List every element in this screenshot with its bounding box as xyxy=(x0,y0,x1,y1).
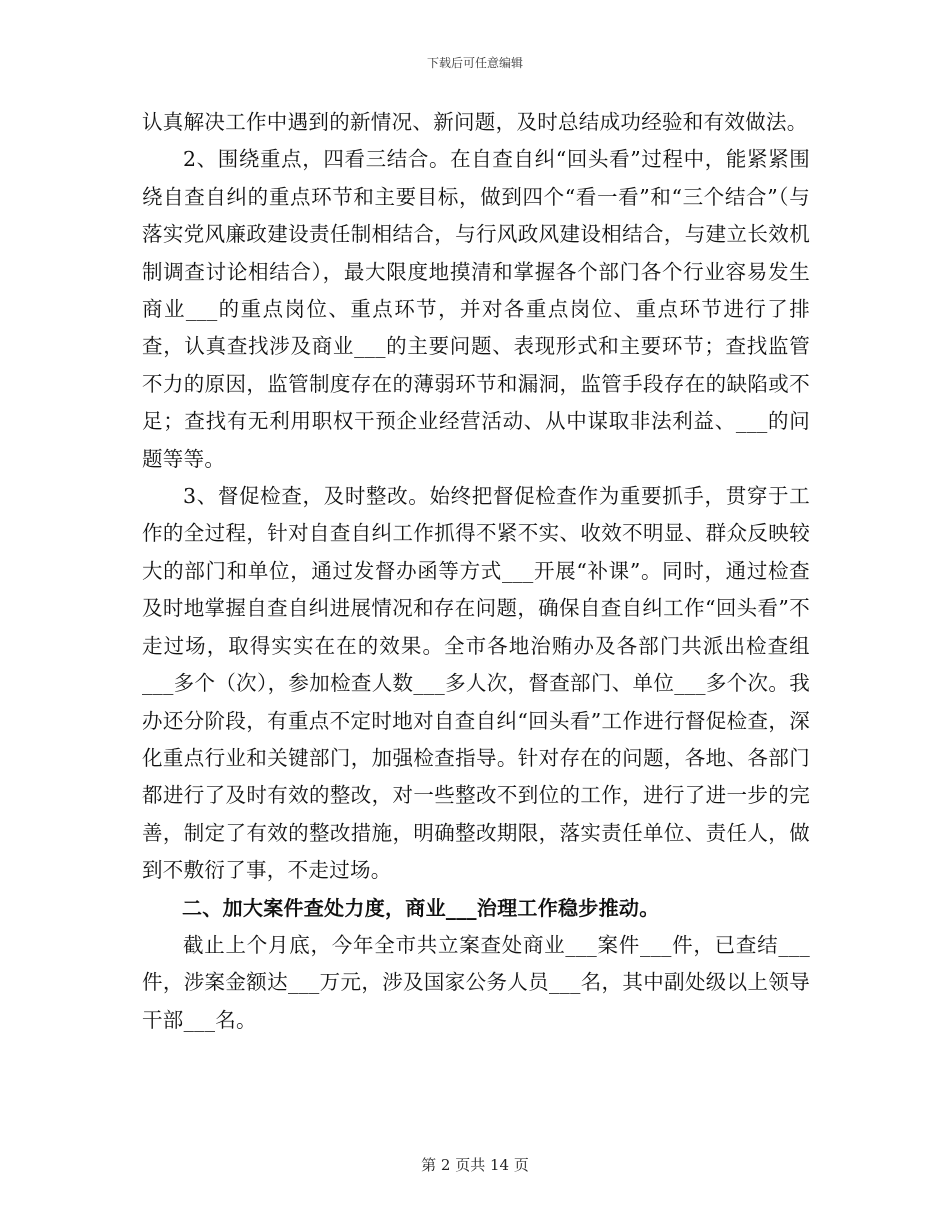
document-body xyxy=(142,104,810,1039)
page-number: 第 2 页共 14 页 xyxy=(421,1156,529,1174)
section-heading: 二、加大案件查处力度，商业___治理工作稳步推动。 xyxy=(182,895,660,920)
paragraph-case-summary: 截止上个月底，今年全市共立案查处商业___案件___件，已查结___件，涉案金额达___万元，涉及国家公务人员___名，其中副处级以上领导干部___名。 xyxy=(142,932,810,1032)
paragraph-continuation: 认真解决工作中遇到的新情况、新问题，及时总结成功经验和有效做法。 xyxy=(142,110,808,134)
page-header-note: 下载后可任意编辑 xyxy=(426,56,523,70)
paragraph-item-2: 2、围绕重点，四看三结合。在自查自纠“回头看”过程中，能紧紧围绕自查自纠的重点环节和主要目标，做到四个“看一看”和“三个结合”（与落实党风廉政建设责任制相结合，与行风政风建设相结合，与建立长效机制调查讨论相结合），最大限度地摸清和掌握各个部门各个行业容易发生商业___的重点岗位、重点环节，并对各重点岗位、重点环节进行了排查，认真查找涉及商业___的主要问题、表现形式和主要环节；查找监管不力的原因，监管制度存在的薄弱环节和漏洞，监管手段存在的缺陷或不足；查找有无利用职权干预企业经营活动、从中谋取非法利益、___的问题等等。 xyxy=(142,147,810,471)
paragraph-item-3: 3、督促检查，及时整改。始终把督促检查作为重要抓手，贯穿于工作的全过程，针对自查自纠工作抓得不紧不实、收效不明显、群众反映较大的部门和单位，通过发督办函等方式___开展“补课”。同时，通过检查及时地掌握自查自纠进展情况和存在问题，确保自查自纠工作“回头看”不走过场，取得实实在在的效果。全市各地治贿办及各部门共派出检查组___多个（次），参加检查人数___多人次，督查部门、单位___多个次。我办还分阶段，有重点不定时地对自查自纠“回头看”工作进行督促检查，深化重点行业和关键部门，加强检查指导。针对存在的问题，各地、各部门都进行了及时有效的整改，对一些整改不到位的工作，进行了进一步的完善，制定了有效的整改措施，明确整改期限，落实责任单位、责任人，做到不敷衍了事，不走过场。 xyxy=(142,484,810,883)
